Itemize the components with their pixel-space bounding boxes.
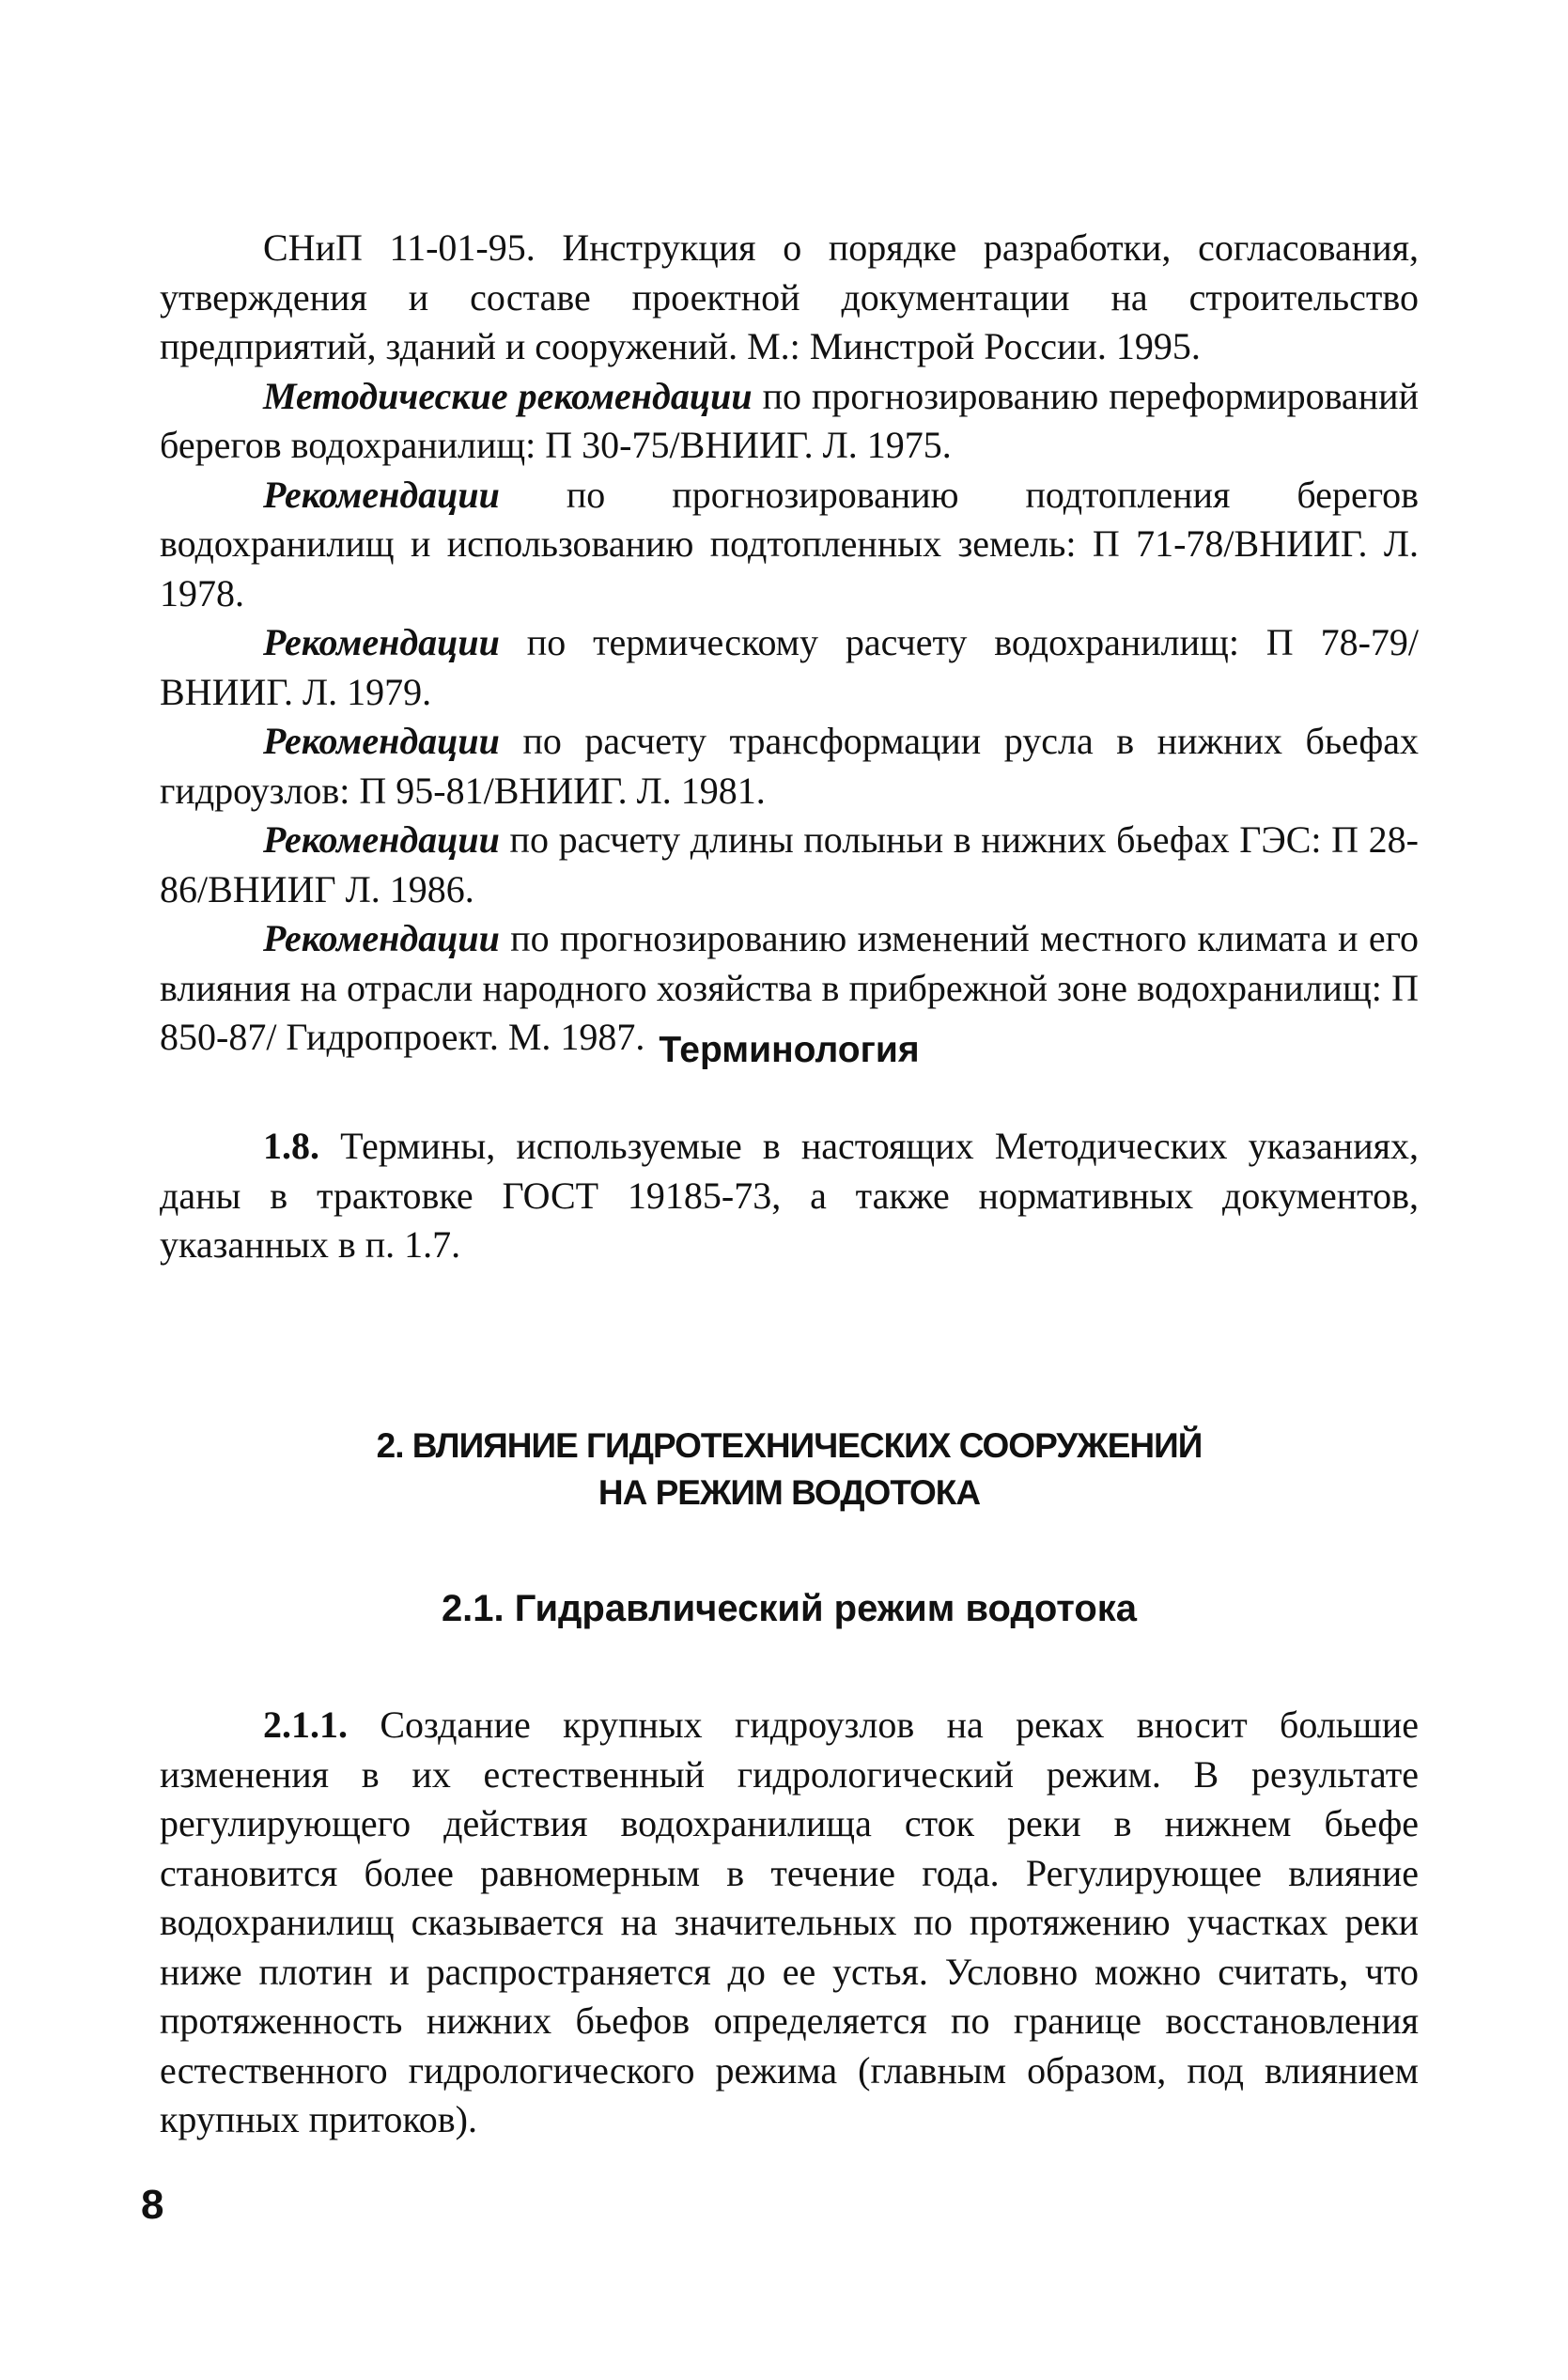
reference-item: Рекомендации по прогнозированию подтопления берегов водохранилищ и использованию подтопленных земель: П 71-78/ВНИИГ. Л. 1978. [160,473,1419,614]
chapter-heading-line-2: НА РЕЖИМ ВОДОТОКА [598,1473,981,1512]
reference-item: Рекомендации по термическому расчету водохранилищ: П 78-79/ ВНИИГ. Л. 1979. [160,621,1419,713]
reference-item: Рекомендации по расчету трансформации русла в нижних бьефах гидроузлов: П 95-81/ВНИИГ. Л. 1981. [160,720,1419,812]
reference-item: Методические рекомендации по прогнозированию переформирований берегов водохранилищ: П 30-75/ВНИИГ. Л. 1975. [160,374,1419,466]
clause-number: 2.1.1. [263,1703,348,1746]
chapter-heading-line-1: 2. ВЛИЯНИЕ ГИДРОТЕХНИЧЕСКИХ СООРУЖЕНИЙ [376,1426,1203,1465]
section-paragraph: 2.1.1. Создание крупных гидроузлов на реках вносит большие изменения в их естественный гидрологический режим. В результате регулирующего действия водохранилища сток реки в нижнем бьефе становится более равномерным в течение года. Регулирующее влияние водохранилищ сказывается на значительных по протяжению участках реки ниже плотин и распространяется до ее устья. Условно можно считать, что протяженность нижних бьефов определяется по границе восстановления естественного гидрологического режима (главным образом, под влиянием крупных притоков). [160,1703,1419,2140]
terminology-paragraph: 1.8. Термины, используемые в настоящих Методических указаниях, даны в трактовке ГОСТ 19185-73, а также нормативных документов, указанных в п. 1.7. [160,1125,1419,1266]
chapter-heading [160,1423,1419,1517]
terminology-section [160,1122,1419,1270]
section-body [160,1701,1419,2145]
reference-item: Рекомендации по прогнозированию изменений местного климата и его влияния на отрасли народного хозяйства в прибрежной зоне водохранилищ: П 850-87/ Гидропроект. М. 1987. [160,917,1419,1058]
references-list [160,224,1419,1063]
terminology-heading: Терминология [659,1030,920,1070]
page-number: 8 [141,2182,164,2228]
reference-item: СНиП 11-01-95. Инструкция о порядке разработки, согласования, утверждения и составе проектной документации на строительство предприятий, зданий и сооружений. М.: Минстрой России. 1995. [160,226,1419,367]
reference-item: Рекомендации по расчету длины полыньи в нижних бьефах ГЭС: П 28-86/ВНИИГ Л. 1986. [160,818,1419,910]
section-heading: 2.1. Гидравлический режим водотока [441,1588,1138,1629]
clause-number: 1.8. [263,1125,319,1167]
